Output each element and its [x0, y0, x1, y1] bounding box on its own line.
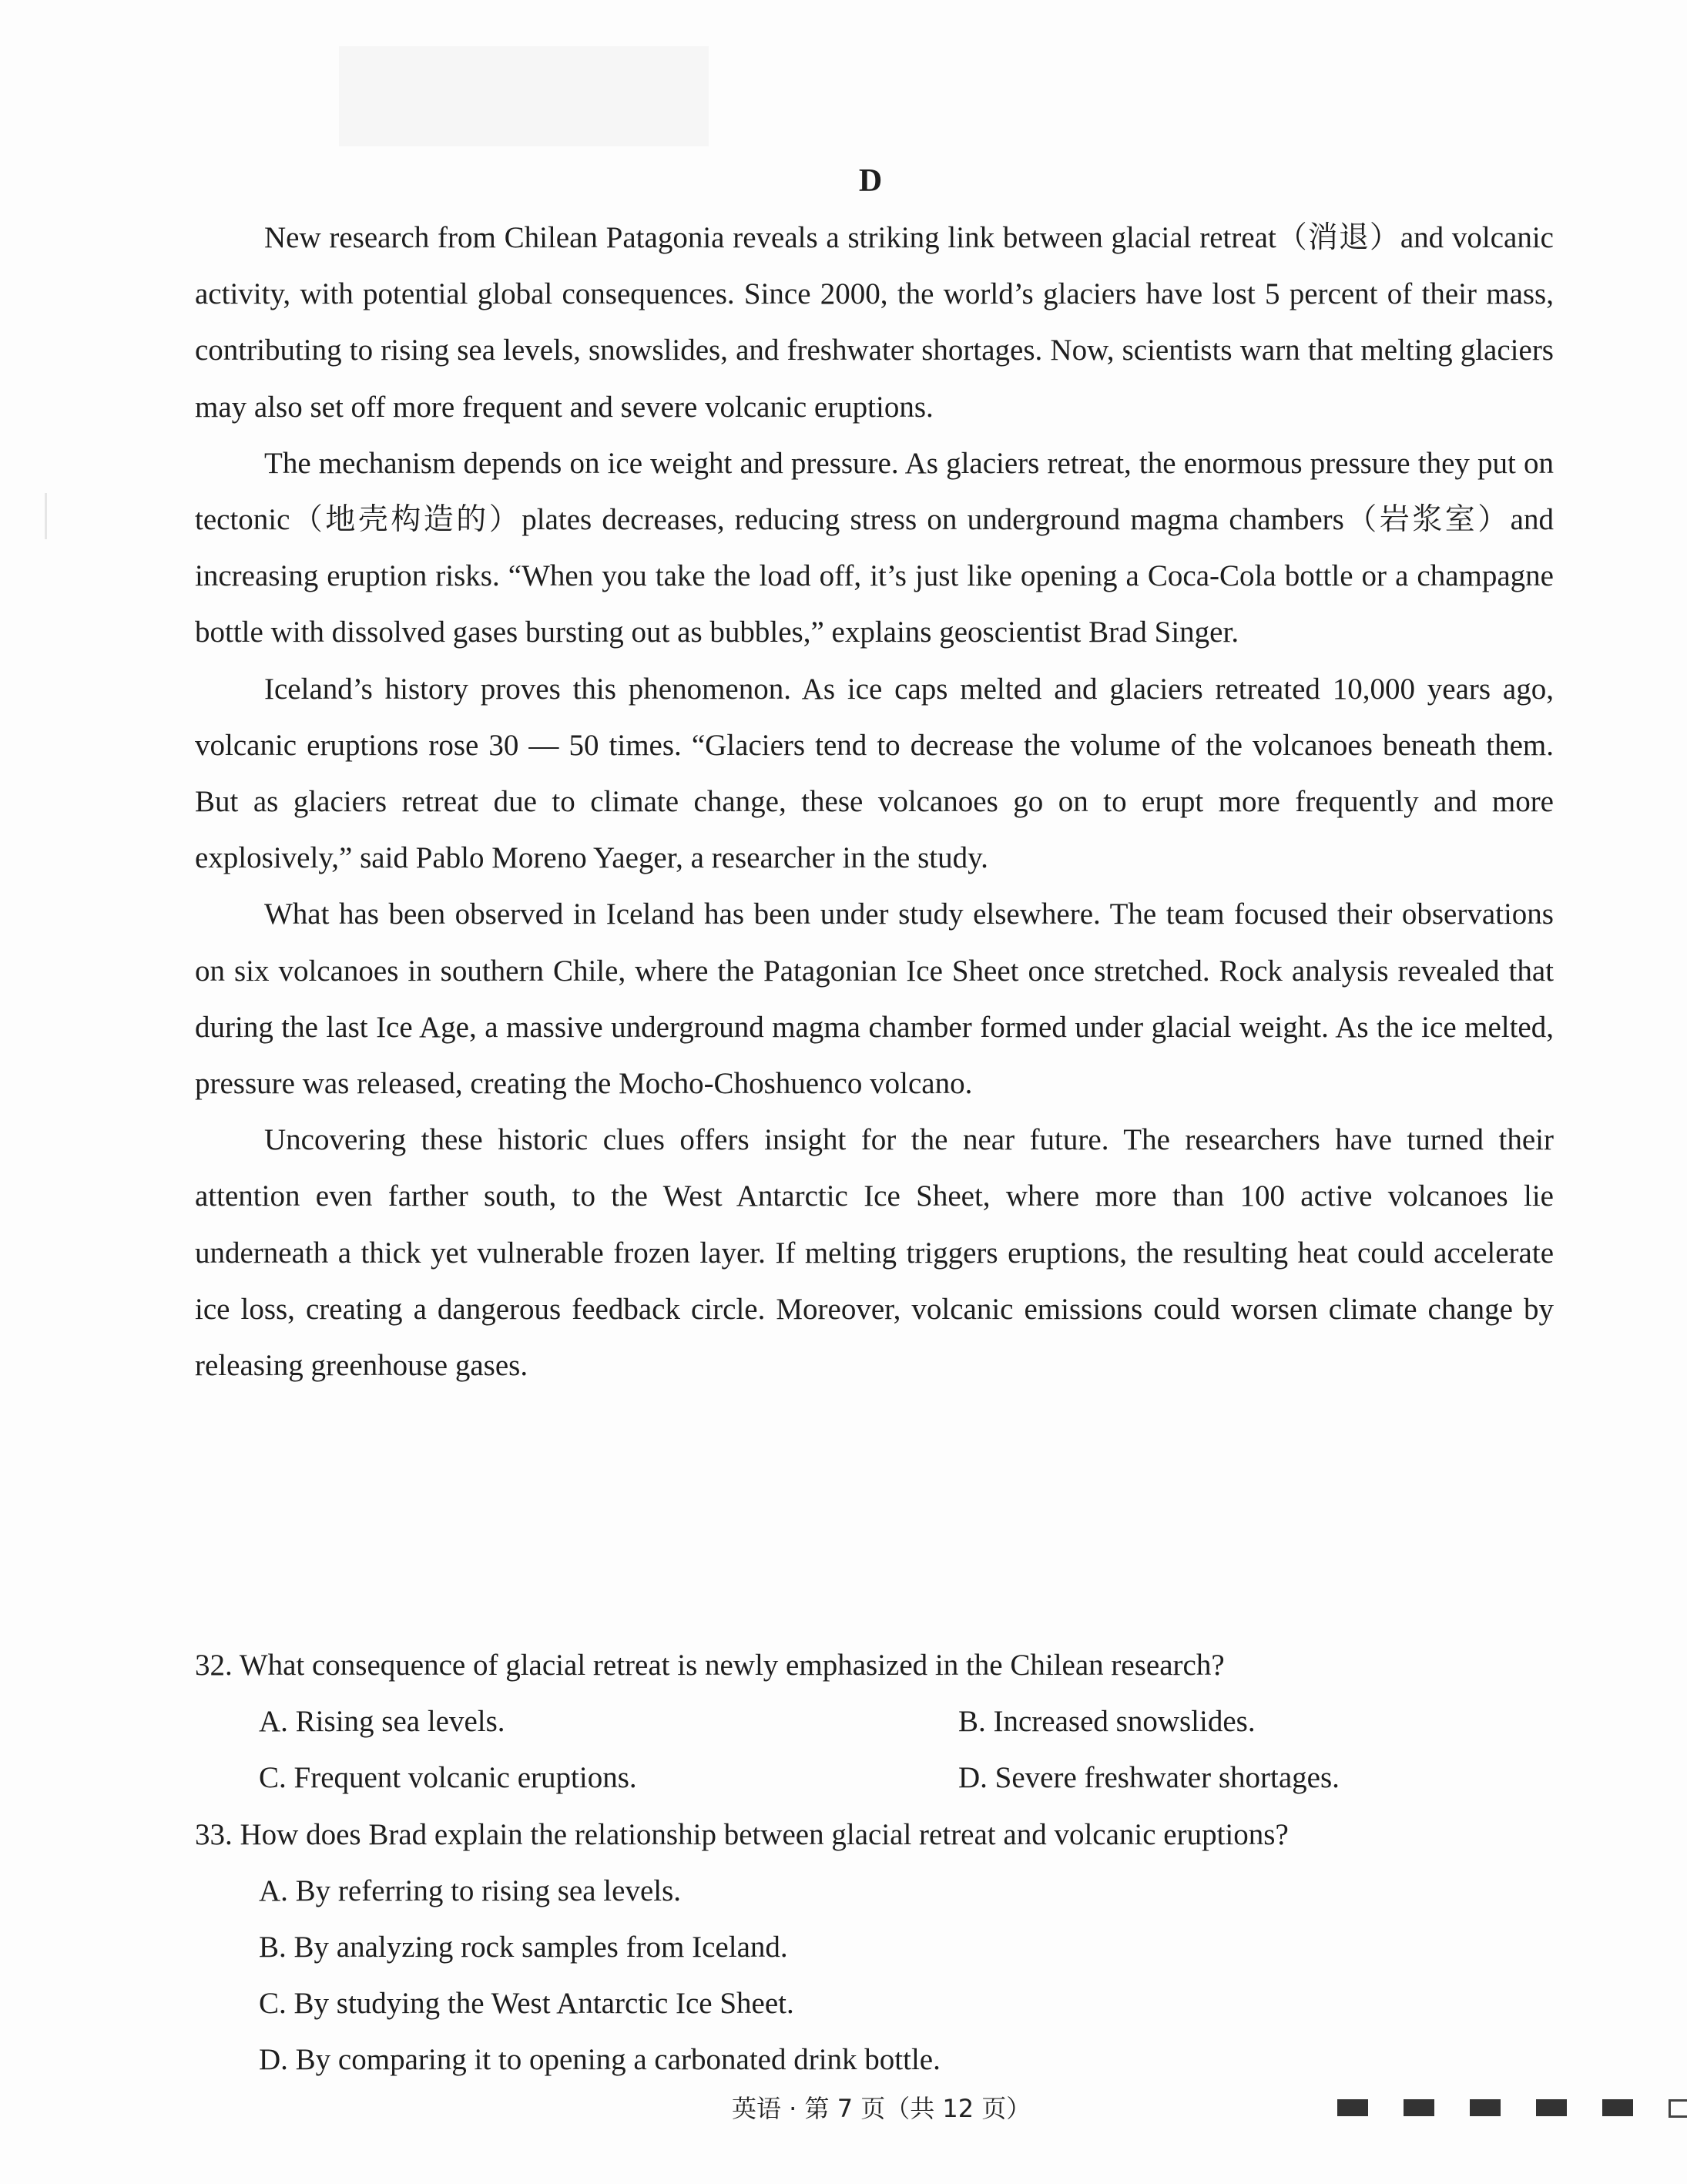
option-c: C. Frequent volcanic eruptions.: [259, 1761, 637, 1795]
options: [195, 1863, 1554, 2088]
filled-square-icon: [1337, 2099, 1368, 2116]
filled-square-icon: [1470, 2099, 1501, 2116]
options: [195, 1693, 1554, 1806]
filled-square-icon: [1404, 2099, 1434, 2116]
question-33: [195, 1807, 1554, 2088]
filled-square-icon: [1602, 2099, 1633, 2116]
paragraph-4: What has been observed in Iceland has been under study elsewhere. The team focused their observations on six volcanoes in southern Chile, where the Patagonian Ice Sheet once stretched. Rock analysis revealed that during the last Ice Age, a massive underground magma chamber formed under glacial weight. As the ice melted, pressure was released, creating the Mocho-Choshuenco volcano.: [195, 897, 1554, 1101]
paragraph-3: Iceland’s history proves this phenomenon. As ice caps melted and glaciers retreated 10,000 years ago, volcanic eruptions rose 30 — 50 times. “Glaciers tend to decrease the volume of the volcanoes beneath them. But as glaciers retreat due to climate change, these volcanoes go on to erupt more frequently and more explosively,” said Pablo Moreno Yaeger, a researcher in the study.: [195, 672, 1554, 875]
registration-marks: [1337, 2099, 1687, 2118]
empty-square-icon: [1669, 2099, 1687, 2118]
option-a: A. Rising sea levels.: [259, 1705, 505, 1739]
section-title: D: [858, 163, 883, 199]
question-32: [195, 1637, 1554, 1807]
option-c: C. By studying the West Antarctic Ice Sheet.: [259, 1987, 794, 2021]
question-stem: 32. What consequence of glacial retreat is newly emphasized in the Chilean research?: [195, 1649, 1225, 1682]
option-d: D. By comparing it to opening a carbonated drink bottle.: [259, 2043, 941, 2077]
option-a: A. By referring to rising sea levels.: [259, 1874, 682, 1907]
reading-passage: [195, 210, 1554, 1394]
option-d: D. Severe freshwater shortages.: [958, 1761, 1340, 1795]
question-stem: 33. How does Brad explain the relationship between glacial retreat and volcanic eruptions?: [195, 1817, 1289, 1851]
paragraph-2: The mechanism depends on ice weight and pressure. As glaciers retreat, the enormous pressure they put on tectonic（地壳构造的）plates decreases, reducing stress on underground magma chambers（岩浆室）and increasing eruption risks. “When you take the load off, it’s just like opening a Coca-Cola bottle or a champagne bottle with dissolved gases bursting out as bubbles,” explains geoscientist Brad Singer.: [195, 446, 1554, 649]
page-footer: [0, 2089, 1687, 2128]
option-b: B. Increased snowslides.: [958, 1705, 1256, 1739]
page-number: 英语 · 第 7 页（共 12 页）: [732, 2094, 1031, 2123]
scan-artifact-line: [45, 493, 47, 539]
paragraph-1: New research from Chilean Patagonia reveals a striking link between glacial retreat（消退）and volcanic activity, with potential global consequences. Since 2000, the world’s glaciers have lost 5 percent of their mass, contributing to rising sea levels, snowslides, and freshwater shortages. Now, scientists warn that melting glaciers may also set off more frequent and severe volcanic eruptions.: [195, 221, 1554, 424]
option-b: B. By analyzing rock samples from Iceland.: [259, 1931, 788, 1964]
scan-artifact: [339, 46, 709, 146]
paragraph-5: Uncovering these historic clues offers insight for the near future. The researchers have turned their attention even farther south, to the West Antarctic Ice Sheet, where more than 100 active volcanoes lie underneath a thick yet vulnerable frozen layer. If melting triggers eruptions, the resulting heat could accelerate ice loss, creating a dangerous feedback circle. Moreover, volcanic emissions could worsen climate change by releasing greenhouse gases.: [195, 1123, 1554, 1383]
filled-square-icon: [1536, 2099, 1567, 2116]
question-list: [195, 1637, 1554, 2088]
